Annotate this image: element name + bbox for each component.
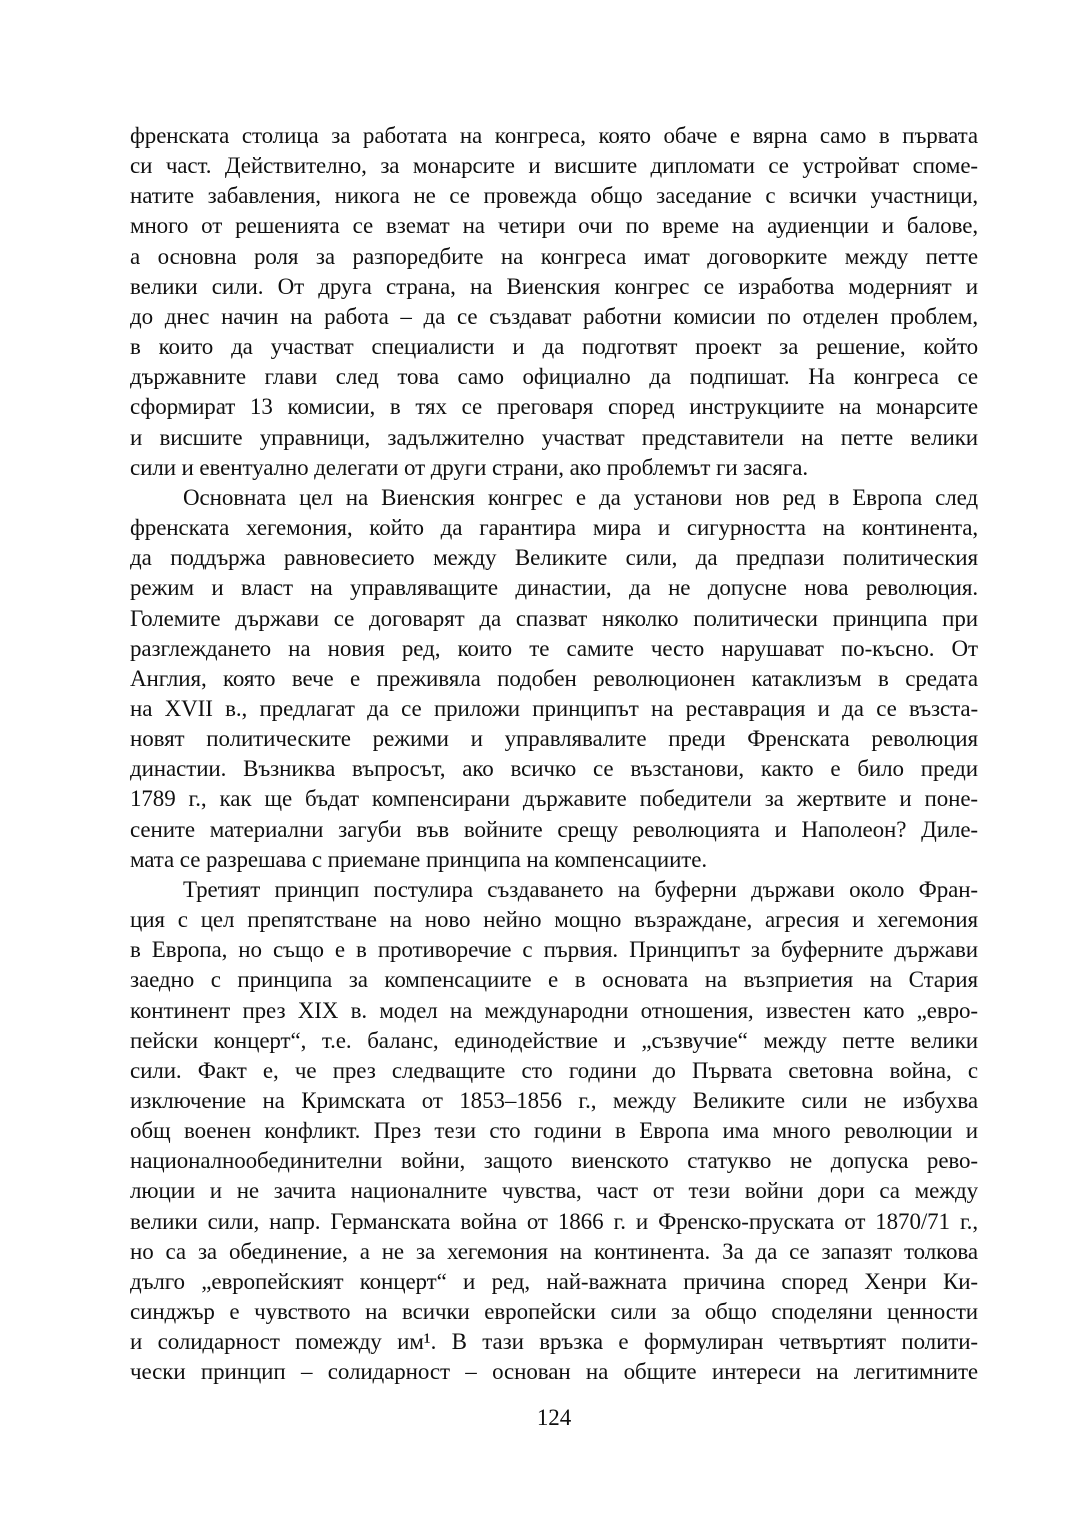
- text-line: френската хегемония, който да гарантира мира и сигурността на континента,: [130, 515, 978, 541]
- text-line: сили. Факт е, че през следващите сто години до Първата световна война, с: [130, 1057, 978, 1083]
- text-line: люции и не зачита националните чувства, част от тези войни дори са между: [130, 1178, 978, 1204]
- body-text: [130, 121, 978, 1388]
- text-line: новят политическите режими и управлявалите преди Френската революция: [130, 726, 978, 752]
- text-line: дълго „европейският концерт“ и ред, най-важната причина според Хенри Ки-: [130, 1268, 978, 1294]
- text-line: пейски концерт“, т.е. баланс, единодействие и „съзвучие“ между петте велики: [130, 1027, 978, 1053]
- text-line: държавните глави след това само официално да подпишат. На конгреса се: [130, 364, 978, 390]
- text-line: 1789 г., как ще бъдат компенсирани държавите победители за жертвите и поне-: [130, 786, 978, 812]
- text-line: си част. Действително, за монарсите и висшите дипломати се устройват споме-: [130, 153, 978, 179]
- text-line: и солидарност помежду им¹. В тази връзка е формулиран четвъртият полити-: [130, 1329, 978, 1355]
- text-line: Големите държави се договарят да спазват няколко политически принципа при: [130, 605, 978, 631]
- page-number: 124: [536, 1404, 572, 1430]
- text-line: френската столица за работата на конгреса, която обаче е вярна само в първата: [130, 123, 978, 148]
- text-line: в Европа, но също е в противоречие с първия. Принципът за буферните държави: [130, 937, 978, 963]
- text-line: общ военен конфликт. През тези сто години в Европа има много революции и: [130, 1118, 978, 1144]
- text-line: много от решенията се вземат на четири очи по време на аудиенции и балове,: [130, 213, 978, 239]
- text-line: сили и евентуално делегати от други страни, ако проблемът ги засяга.: [130, 454, 808, 480]
- text-line: сените материални загуби във войните срещу революцията и Наполеон? Диле-: [130, 816, 978, 842]
- text-line: Основната цел на Виенския конгрес е да установи нов ред в Европа след: [183, 484, 978, 510]
- text-line: чески принцип – солидарност – основан на общите интереси на легитимните: [130, 1359, 978, 1385]
- text-line: сформират 13 комисии, в тях се преговаря според инструкциите на монарсите: [130, 394, 978, 420]
- text-line: Англия, която вече е преживяла подобен революционен катаклизъм в средата: [130, 665, 978, 691]
- text-line: велики сили, напр. Германската война от 1866 г. и Френско-пруската от 1870/71 г.,: [130, 1208, 978, 1234]
- text-line: разглеждането на новия ред, които те самите често нарушават по-късно. От: [130, 635, 978, 661]
- text-line: до днес начин на работа – да се създават работни комисии по отделен проблем,: [130, 303, 978, 329]
- page-footer: [130, 1403, 978, 1433]
- text-line: на XVII в., предлагат да се приложи принципът на реставрация и да се възста-: [130, 695, 978, 721]
- text-line: заедно с принципа за компенсациите е в основата на възприетия на Стария: [130, 967, 978, 993]
- text-line: а основна роля за разпоредбите на конгреса имат договорките между петте: [130, 243, 978, 269]
- text-line: мата се разрешава с приемане принципа на компенсациите.: [130, 846, 708, 872]
- text-line: режим и власт на управляващите династии, да не допусне нова революция.: [130, 575, 978, 601]
- text-line: континент през XIX в. модел на международни отношения, известен като „евро-: [130, 997, 978, 1023]
- text-line: да поддържа равновесието между Великите сили, да предпази политическия: [130, 545, 978, 571]
- text-line: в които да участват специалисти и да подготвят проект за решение, който: [130, 334, 978, 360]
- text-line: Третият принцип постулира създаването на буферни държави около Фран-: [183, 876, 978, 902]
- text-line: синджър е чувството на всички европейски сили за общо споделяни ценности: [130, 1299, 978, 1325]
- text-line: велики сили. От друга страна, на Виенския конгрес се изработва модерният и: [130, 273, 978, 299]
- text-line: династии. Възниква въпросът, ако всичко се възстанови, както е било преди: [130, 756, 978, 782]
- text-line: натите забавления, никога не се провежда общо заседание с всички участници,: [130, 183, 978, 209]
- text-line: и висшите управници, задължително участват представители на петте велики: [130, 424, 978, 450]
- text-line: но са за обединение, а не за хегемония на континента. За да се запазят толкова: [130, 1238, 978, 1264]
- text-line: изключение на Кримската от 1853–1856 г., между Великите сили не избухва: [130, 1088, 978, 1113]
- text-line: националнообединителни войни, защото виенското статукво не допуска рево-: [130, 1148, 978, 1174]
- text-line: ция с цел препятстване на ново нейно мощно възраждане, агресия и хегемония: [130, 907, 978, 933]
